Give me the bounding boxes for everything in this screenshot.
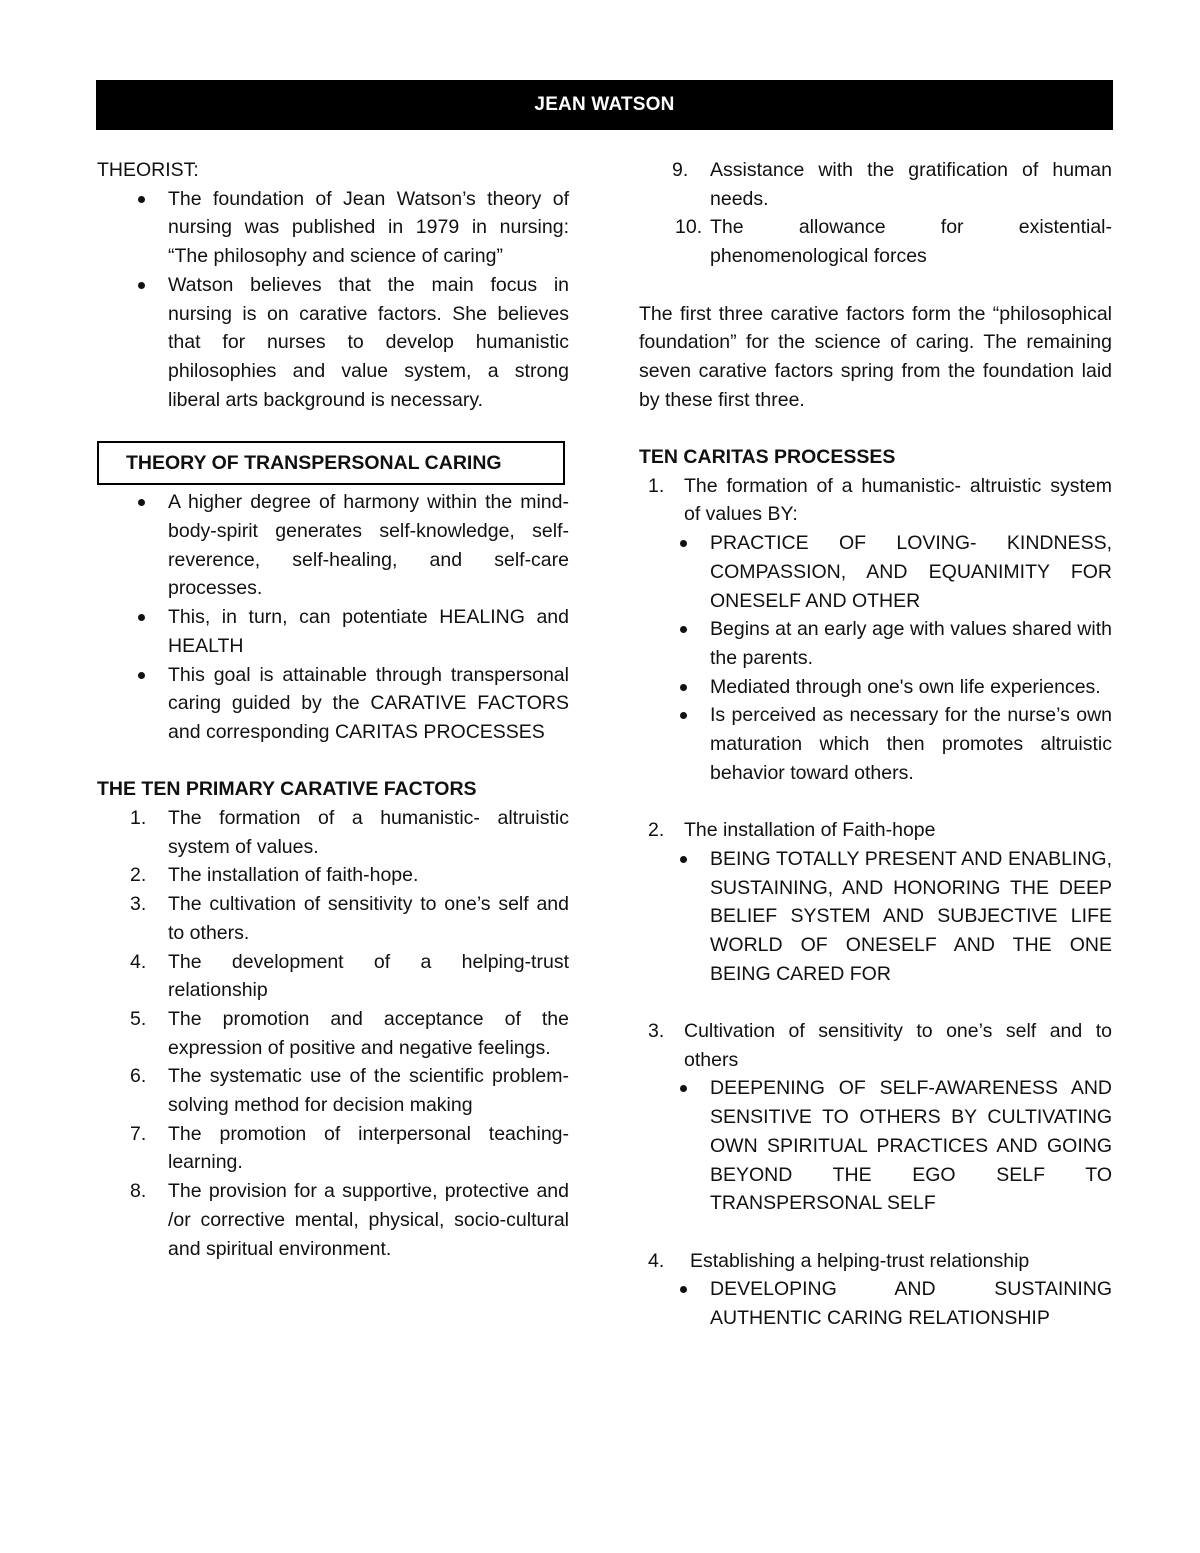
transpersonal-title: THEORY OF TRANSPERSONAL CARING <box>126 451 502 474</box>
right-column <box>639 156 1112 1333</box>
list-item: 9. Assistance with the gratification of human needs. <box>672 159 1112 210</box>
list-item: A higher degree of harmony within the mind-body-spirit generates self-knowledge, self-reverence, self-healing, and self-care processes. <box>97 488 569 603</box>
list-item: DEEPENING OF SELF-AWARENESS AND SENSITIVE TO OTHERS BY CULTIVATING OWN SPIRITUAL PRACTICES AND GOING BEYOND THE EGO SELF TO TRANSPERSONAL SELF <box>639 1074 1112 1218</box>
list-item: This goal is attainable through transpersonal caring guided by the CARATIVE FACTORS and corresponding CARITAS PROCESSES <box>97 661 569 747</box>
list-item: PRACTICE OF LOVING- KINDNESS, COMPASSION, AND EQUANIMITY FOR ONESELF AND OTHER <box>639 529 1112 615</box>
theorist-list <box>97 185 569 415</box>
list-item: 2. The installation of faith-hope. <box>130 864 419 887</box>
carative-factors-list-continued <box>639 156 1112 271</box>
theorist-label: THEORIST: <box>97 159 199 181</box>
caritas-item: 3. Cultivation of sensitivity to one’s self and to others <box>648 1020 1112 1071</box>
list-item: 3. The cultivation of sensitivity to one’s self and to others. <box>130 893 569 944</box>
caritas-item: 1. The formation of a humanistic- altruistic system of values BY: <box>648 474 1112 526</box>
caritas-bullets <box>639 529 1112 787</box>
list-item: 5. The promotion and acceptance of the expression of positive and negative feelings. <box>130 1007 569 1059</box>
list-item: 1. The formation of a humanistic- altruistic system of values. <box>130 807 569 858</box>
caritas-bullets <box>639 1074 1112 1218</box>
list-item: Is perceived as necessary for the nurse’s own maturation which then promotes altruistic behavior toward others. <box>639 701 1112 787</box>
list-item: 7. The promotion of interpersonal teaching-learning. <box>130 1122 569 1174</box>
caritas-heading: TEN CARITAS PROCESSES <box>639 446 896 468</box>
list-item: 4. The development of a helping-trust relationship <box>130 950 569 1002</box>
list-item: 6. The systematic use of the scientific problem-solving method for decision making <box>130 1065 569 1117</box>
list-item: This, in turn, can potentiate HEALING and HEALTH <box>97 603 569 660</box>
list-item: BEING TOTALLY PRESENT AND ENABLING, SUSTAINING, AND HONORING THE DEEP BELIEF SYSTEM AND SUBJECTIVE LIFE WORLD OF ONESELF AND THE ONE BEING CARED FOR <box>639 845 1112 989</box>
left-column <box>97 156 569 1263</box>
document-title-bar <box>96 80 1113 130</box>
list-item: Begins at an early age with values shared with the parents. <box>639 615 1112 672</box>
document-title: JEAN WATSON <box>534 93 675 115</box>
caritas-bullets <box>639 845 1112 989</box>
list-item: Mediated through one's own life experiences. <box>639 673 1112 702</box>
caritas-item: 2. The installation of Faith-hope <box>648 819 936 842</box>
caritas-item: 4. Establishing a helping-trust relationship <box>648 1249 1030 1272</box>
list-item: DEVELOPING AND SUSTAINING AUTHENTIC CARING RELATIONSHIP <box>639 1275 1112 1332</box>
list-item: Watson believes that the main focus in nursing is on carative factors. She believes that for nurses to develop humanistic philosophies and value system, a strong liberal arts background is necessary. <box>97 271 569 415</box>
transpersonal-list <box>97 488 569 746</box>
list-item: 8. The provision for a supportive, protective and /or corrective mental, physical, socio-cultural and spiritual environment. <box>130 1180 569 1260</box>
carative-factors-heading: THE TEN PRIMARY CARATIVE FACTORS <box>97 778 477 801</box>
list-item: 10. The allowance for existential-phenomenological forces <box>675 216 1112 268</box>
list-item: The foundation of Jean Watson’s theory of nursing was published in 1979 in nursing: “The philosophy and science of caring” <box>97 185 569 271</box>
carative-factors-list <box>97 804 569 1263</box>
caritas-bullets <box>639 1275 1112 1332</box>
transpersonal-title-box <box>97 441 565 485</box>
summary-paragraph: The first three carative factors form the “philosophical foundation” for the science of caring. The remaining seven carative factors spring from the foundation laid by these first three. <box>639 302 1112 411</box>
